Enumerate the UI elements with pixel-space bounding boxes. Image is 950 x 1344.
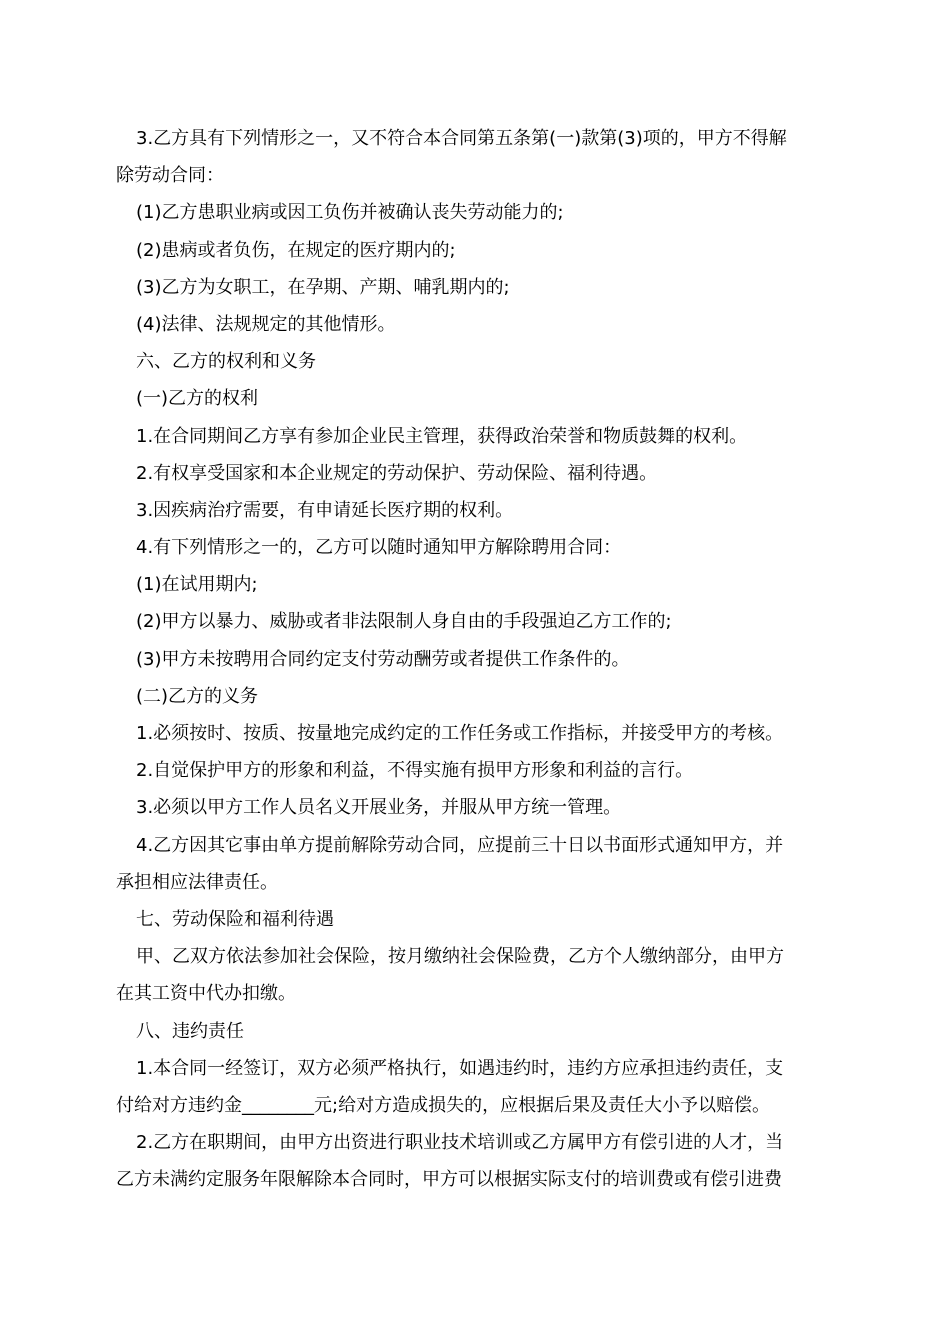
text-line: 2.有权享受国家和本企业规定的劳动保护、劳动保险、福利待遇。 <box>136 462 658 484</box>
contract-text-body <box>116 120 836 1198</box>
text-line: 1.本合同一经签订，双方必须严格执行，如遇违约时，违约方应承担违约责任，支 <box>136 1057 784 1079</box>
text-line: 1.必须按时、按质、按量地完成约定的工作任务或工作指标，并接受甲方的考核。 <box>136 723 784 744</box>
section-heading: 七、劳动保险和福利待遇 <box>136 908 334 930</box>
text-line: (4)法律、法规规定的其他情形。 <box>136 313 396 335</box>
subsection-heading: (二)乙方的义务 <box>136 685 259 707</box>
text-line: 2.乙方在职期间，由甲方出资进行职业技术培训或乙方属甲方有偿引进的人才，当 <box>136 1132 784 1154</box>
text-line: 乙方未满约定服务年限解除本合同时，甲方可以根据实际支付的培训费或有偿引进费 <box>116 1169 782 1191</box>
text-line: (3)乙方为女职工，在孕期、产期、哺乳期内的; <box>136 276 510 298</box>
text-line: 3.乙方具有下列情形之一，又不符合本合同第五条第(一)款第(3)项的，甲方不得解 <box>136 128 787 149</box>
text-line: 甲、乙双方依法参加社会保险，按月缴纳社会保险费，乙方个人缴纳部分，由甲方 <box>136 946 784 968</box>
text-line: 4.乙方因其它事由单方提前解除劳动合同，应提前三十日以书面形式通知甲方，并 <box>136 834 784 856</box>
text-line: 3.因疾病治疗需要，有申请延长医疗期的权利。 <box>136 499 514 521</box>
text-line: (2)患病或者负伤，在规定的医疗期内的; <box>136 239 456 261</box>
text-line: 4.有下列情形之一的，乙方可以随时通知甲方解除聘用合同： <box>136 537 622 559</box>
text-line: (3)甲方未按聘用合同约定支付劳动酬劳或者提供工作条件的。 <box>136 648 630 670</box>
text-line: 除劳动合同： <box>116 165 224 187</box>
text-line: (2)甲方以暴力、威胁或者非法限制人身自由的手段强迫乙方工作的; <box>136 611 672 633</box>
text-line: (1)乙方患职业病或因工负伤并被确认丧失劳动能力的; <box>136 202 564 224</box>
section-heading: 六、乙方的权利和义务 <box>136 351 316 373</box>
text-line: (1)在试用期内; <box>136 574 258 596</box>
text-line: 在其工资中代办扣缴。 <box>116 983 296 1005</box>
subsection-heading: (一)乙方的权利 <box>136 388 259 410</box>
text-line: 承担相应法律责任。 <box>116 871 278 893</box>
text-line: 1.在合同期间乙方享有参加企业民主管理，获得政治荣誉和物质鼓舞的权利。 <box>136 425 748 447</box>
text-line: 2.自觉保护甲方的形象和利益，不得实施有损甲方形象和利益的言行。 <box>136 760 694 782</box>
text-line: 3.必须以甲方工作人员名义开展业务，并服从甲方统一管理。 <box>136 797 622 819</box>
section-heading: 八、违约责任 <box>136 1020 244 1042</box>
text-line: 付给对方违约金________元;给对方造成损失的，应根据后果及责任大小予以赔偿。 <box>116 1094 771 1116</box>
